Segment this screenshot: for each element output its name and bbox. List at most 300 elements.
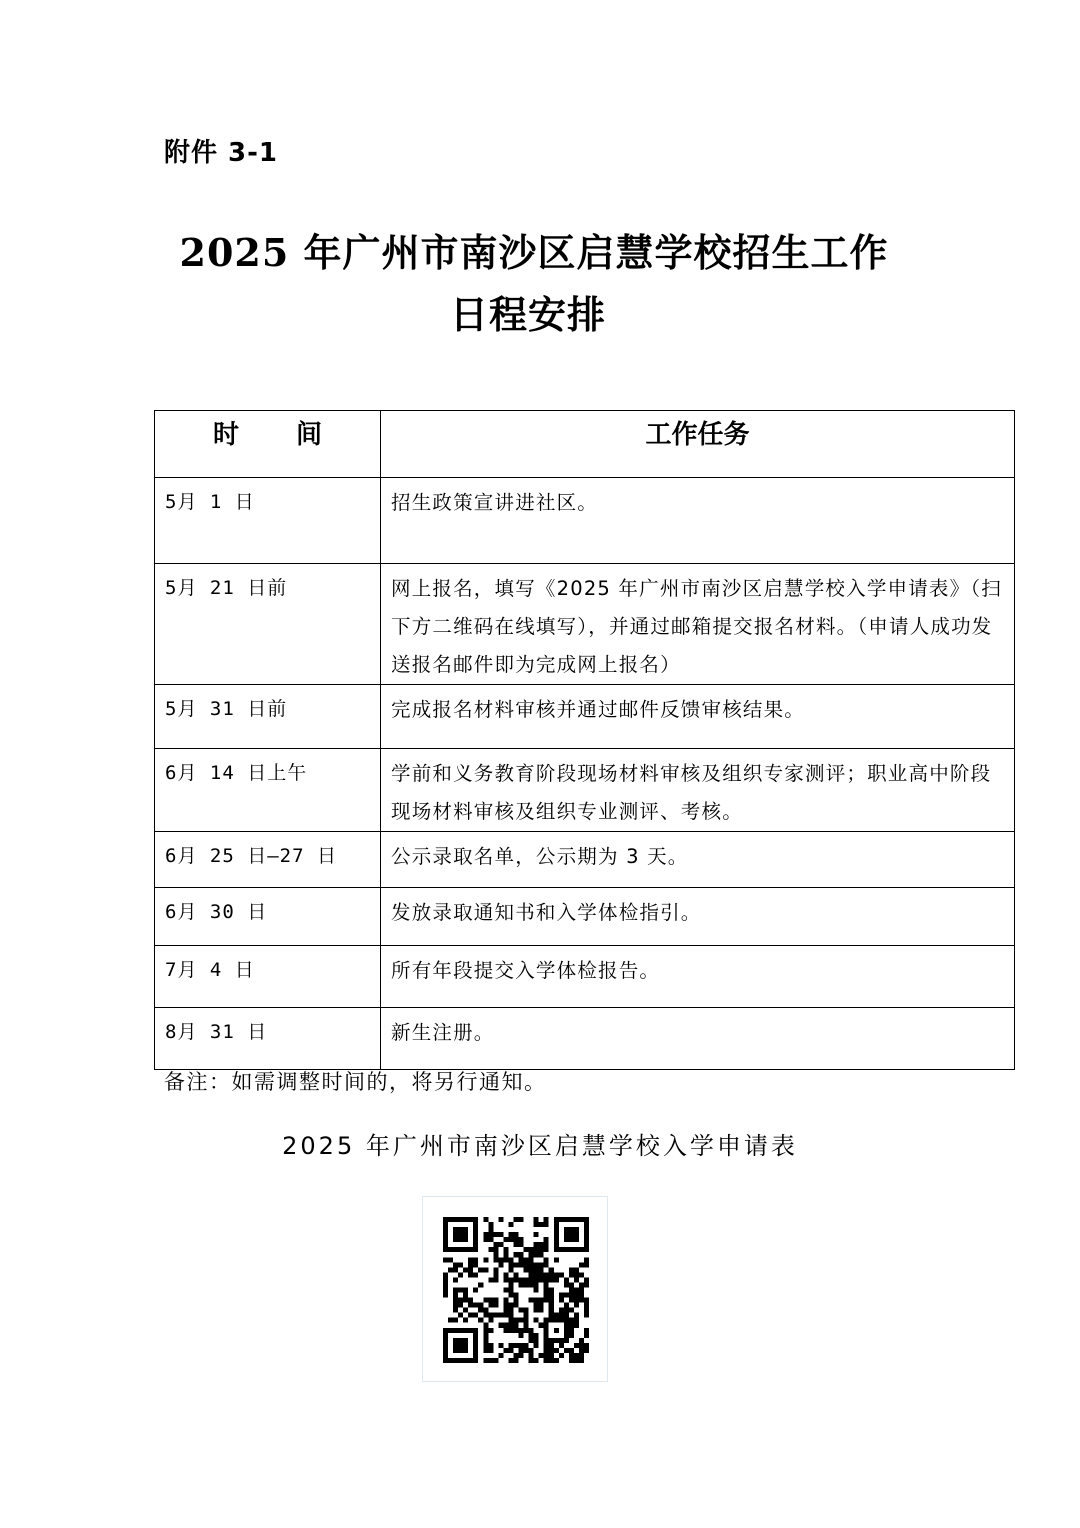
qr-module: [453, 1287, 458, 1292]
qr-module: [458, 1298, 463, 1303]
qr-module: [468, 1328, 473, 1333]
qr-module: [483, 1298, 488, 1303]
qr-module: [524, 1277, 529, 1282]
qr-module: [584, 1247, 589, 1252]
qr-module: [513, 1252, 518, 1257]
qr-module: [534, 1358, 539, 1363]
qr-module: [574, 1232, 579, 1237]
qr-module: [569, 1328, 574, 1333]
qr-module: [488, 1232, 493, 1237]
qr-module: [529, 1358, 534, 1363]
qr-module: [584, 1308, 589, 1313]
qr-module: [453, 1338, 458, 1343]
qr-module: [524, 1343, 529, 1348]
qr-module: [443, 1247, 448, 1252]
qr-module: [498, 1262, 503, 1267]
qr-module: [539, 1242, 544, 1247]
qr-module: [503, 1303, 508, 1308]
qr-module: [549, 1298, 554, 1303]
task-cell: 招生政策宣讲进社区。: [381, 478, 1015, 564]
qr-module: [463, 1298, 468, 1303]
qr-module: [508, 1282, 513, 1287]
qr-module: [554, 1338, 559, 1343]
qr-module: [503, 1313, 508, 1318]
qr-module: [453, 1232, 458, 1237]
table-row: [155, 478, 1015, 564]
qr-module: [473, 1303, 478, 1308]
qr-module: [443, 1232, 448, 1237]
qr-module: [584, 1313, 589, 1318]
qr-module: [529, 1247, 534, 1252]
qr-module: [493, 1298, 498, 1303]
qr-module: [483, 1313, 488, 1318]
qr-module: [549, 1343, 554, 1348]
qr-module: [549, 1287, 554, 1292]
qr-module: [508, 1303, 513, 1308]
qr-module: [443, 1287, 448, 1292]
qr-module: [458, 1328, 463, 1333]
qr-module: [579, 1348, 584, 1353]
qr-module: [544, 1287, 549, 1292]
qr-module: [443, 1338, 448, 1343]
qr-module: [468, 1272, 473, 1277]
qr-module: [498, 1242, 503, 1247]
qr-module: [564, 1227, 569, 1232]
table-row: [155, 749, 1015, 832]
qr-module: [584, 1257, 589, 1262]
qr-module: [503, 1272, 508, 1277]
qr-module: [574, 1227, 579, 1232]
qr-module: [488, 1277, 493, 1282]
qr-module: [453, 1348, 458, 1353]
qr-module: [584, 1232, 589, 1237]
qr-module: [569, 1318, 574, 1323]
qr-module: [564, 1333, 569, 1338]
task-cell: 完成报名材料审核并通过邮件反馈审核结果。: [381, 685, 1015, 749]
qr-module: [513, 1323, 518, 1328]
footnote: 备注：如需调整时间的，将另行通知。: [164, 1070, 547, 1094]
qr-module: [564, 1308, 569, 1313]
qr-caption: 2025 年广州市南沙区启慧学校入学申请表: [282, 1132, 798, 1160]
qr-module: [463, 1237, 468, 1242]
qr-module: [448, 1267, 453, 1272]
qr-module: [513, 1318, 518, 1323]
qr-module: [443, 1282, 448, 1287]
qr-module: [463, 1343, 468, 1348]
qr-module: [508, 1348, 513, 1353]
qr-module: [443, 1227, 448, 1232]
qr-module: [564, 1277, 569, 1282]
qr-module: [579, 1287, 584, 1292]
qr-module: [569, 1247, 574, 1252]
qr-module: [508, 1293, 513, 1298]
qr-module: [539, 1247, 544, 1252]
qr-module: [453, 1217, 458, 1222]
qr-module: [473, 1262, 478, 1267]
qr-module: [503, 1277, 508, 1282]
qr-module: [544, 1353, 549, 1358]
table-row: [155, 888, 1015, 946]
qr-module: [559, 1343, 564, 1348]
qr-module: [468, 1262, 473, 1267]
qr-module: [493, 1257, 498, 1262]
qr-module: [508, 1262, 513, 1267]
time-cell: 5月 21 日前: [155, 564, 381, 685]
task-cell: 发放录取通知书和入学体检指引。: [381, 888, 1015, 946]
qr-module: [463, 1217, 468, 1222]
qr-module: [519, 1328, 524, 1333]
qr-module: [503, 1328, 508, 1333]
qr-module: [574, 1323, 579, 1328]
qr-module: [508, 1287, 513, 1292]
qr-module: [534, 1222, 539, 1227]
qr-module: [529, 1282, 534, 1287]
qr-module: [534, 1298, 539, 1303]
qr-module: [569, 1333, 574, 1338]
qr-module: [498, 1343, 503, 1348]
qr-module: [569, 1232, 574, 1237]
qr-module: [554, 1358, 559, 1363]
qr-module: [448, 1217, 453, 1222]
qr-module: [549, 1293, 554, 1298]
qr-module: [513, 1343, 518, 1348]
qr-module: [524, 1247, 529, 1252]
qr-module: [488, 1303, 493, 1308]
qr-module: [559, 1247, 564, 1252]
qr-module: [493, 1232, 498, 1237]
qr-module: [458, 1338, 463, 1343]
qr-module: [473, 1217, 478, 1222]
qr-module: [584, 1333, 589, 1338]
qr-module: [564, 1247, 569, 1252]
qr-module: [564, 1328, 569, 1333]
qr-module: [549, 1303, 554, 1308]
qr-module: [473, 1313, 478, 1318]
qr-module: [559, 1293, 564, 1298]
qr-module: [519, 1252, 524, 1257]
qr-module: [554, 1232, 559, 1237]
qr-module: [539, 1303, 544, 1308]
qr-module: [574, 1358, 579, 1363]
qr-module: [488, 1348, 493, 1353]
qr-module: [559, 1338, 564, 1343]
qr-module: [529, 1298, 534, 1303]
qr-module: [473, 1328, 478, 1333]
qr-module: [554, 1272, 559, 1277]
qr-module: [473, 1287, 478, 1292]
qr-module: [513, 1298, 518, 1303]
qr-module: [549, 1348, 554, 1353]
qr-module: [498, 1217, 503, 1222]
qr-module: [564, 1293, 569, 1298]
page-subtitle: 日程安排: [449, 292, 606, 337]
qr-module: [458, 1247, 463, 1252]
qr-module: [453, 1343, 458, 1348]
qr-module: [524, 1313, 529, 1318]
qr-module: [574, 1237, 579, 1242]
qr-module: [554, 1217, 559, 1222]
qr-module: [519, 1348, 524, 1353]
qr-module: [549, 1308, 554, 1313]
qr-module: [458, 1237, 463, 1242]
schedule-table: [154, 410, 1015, 1070]
time-cell: 8月 31 日: [155, 1008, 381, 1070]
qr-module: [529, 1328, 534, 1333]
qr-module: [443, 1222, 448, 1227]
qr-module: [544, 1237, 549, 1242]
qr-module: [524, 1267, 529, 1272]
qr-module: [488, 1222, 493, 1227]
qr-module: [554, 1247, 559, 1252]
task-cell: 学前和义务教育阶段现场材料审核及组织专家测评；职业高中阶段现场材料审核及组织专业测评、考核。: [381, 749, 1015, 832]
qr-module: [508, 1232, 513, 1237]
time-cell: 5月 1 日: [155, 478, 381, 564]
qr-module: [463, 1232, 468, 1237]
qr-module: [498, 1313, 503, 1318]
qr-module: [483, 1232, 488, 1237]
qr-module: [574, 1287, 579, 1292]
qr-module: [458, 1313, 463, 1318]
qr-module: [443, 1358, 448, 1363]
qr-module: [503, 1237, 508, 1242]
qr-module: [473, 1272, 478, 1277]
qr-module: [569, 1267, 574, 1272]
qr-module: [564, 1232, 569, 1237]
column-header-task-label: 工作任务: [645, 419, 750, 450]
qr-module: [534, 1318, 539, 1323]
qr-module: [498, 1232, 503, 1237]
qr-module: [559, 1353, 564, 1358]
qr-module: [458, 1262, 463, 1267]
qr-module: [524, 1323, 529, 1328]
qr-module: [574, 1353, 579, 1358]
qr-module: [453, 1262, 458, 1267]
qr-module: [503, 1308, 508, 1313]
qr-module: [569, 1282, 574, 1287]
qr-module: [569, 1323, 574, 1328]
qr-module: [443, 1293, 448, 1298]
table-header-row: [155, 411, 1015, 478]
qr-module: [473, 1353, 478, 1358]
qr-module: [569, 1287, 574, 1292]
qr-module: [448, 1358, 453, 1363]
qr-module: [483, 1358, 488, 1363]
qr-module: [488, 1247, 493, 1252]
qr-module: [524, 1348, 529, 1353]
qr-module: [443, 1343, 448, 1348]
qr-module: [544, 1262, 549, 1267]
qr-module: [519, 1333, 524, 1338]
qr-code-icon: [443, 1217, 589, 1363]
qr-module: [544, 1338, 549, 1343]
qr-module: [574, 1267, 579, 1272]
qr-module: [539, 1323, 544, 1328]
qr-module: [579, 1217, 584, 1222]
qr-module: [483, 1338, 488, 1343]
qr-module: [544, 1272, 549, 1277]
qr-module: [529, 1348, 534, 1353]
qr-module: [529, 1272, 534, 1277]
qr-module: [584, 1328, 589, 1333]
qr-module: [539, 1272, 544, 1277]
qr-module: [473, 1222, 478, 1227]
qr-module: [513, 1272, 518, 1277]
qr-module: [549, 1313, 554, 1318]
qr-module: [524, 1282, 529, 1287]
qr-module: [508, 1358, 513, 1363]
qr-module: [519, 1308, 524, 1313]
qr-module: [554, 1328, 559, 1333]
qr-module: [584, 1262, 589, 1267]
qr-module: [579, 1343, 584, 1348]
attachment-label: 附件 3-1: [164, 138, 279, 168]
qr-module: [503, 1323, 508, 1328]
qr-module: [513, 1293, 518, 1298]
qr-module: [443, 1272, 448, 1277]
qr-module: [463, 1358, 468, 1363]
qr-module: [584, 1303, 589, 1308]
qr-module: [468, 1257, 473, 1262]
qr-module: [579, 1262, 584, 1267]
qr-module: [519, 1217, 524, 1222]
page-title: 2025 年广州市南沙区启慧学校招生工作: [179, 230, 889, 275]
qr-module: [443, 1333, 448, 1338]
qr-module: [539, 1267, 544, 1272]
qr-module: [458, 1272, 463, 1277]
qr-module: [529, 1353, 534, 1358]
qr-module: [519, 1282, 524, 1287]
qr-module: [448, 1328, 453, 1333]
qr-module: [503, 1287, 508, 1292]
qr-module: [544, 1348, 549, 1353]
qr-module: [483, 1343, 488, 1348]
qr-module: [544, 1328, 549, 1333]
qr-module: [473, 1227, 478, 1232]
qr-module: [534, 1277, 539, 1282]
qr-module: [493, 1277, 498, 1282]
qr-module: [488, 1318, 493, 1323]
qr-module: [508, 1343, 513, 1348]
qr-module: [448, 1247, 453, 1252]
qr-module: [483, 1308, 488, 1313]
qr-module: [584, 1242, 589, 1247]
qr-module: [508, 1308, 513, 1313]
qr-module: [574, 1343, 579, 1348]
qr-module: [453, 1358, 458, 1363]
qr-module: [539, 1353, 544, 1358]
qr-module: [529, 1338, 534, 1343]
qr-module: [534, 1338, 539, 1343]
qr-module: [529, 1333, 534, 1338]
qr-module: [508, 1222, 513, 1227]
qr-module: [569, 1298, 574, 1303]
qr-code[interactable]: [422, 1196, 608, 1382]
qr-module: [453, 1303, 458, 1308]
qr-module: [508, 1323, 513, 1328]
qr-module: [503, 1252, 508, 1257]
qr-module: [513, 1237, 518, 1242]
time-cell: 5月 31 日前: [155, 685, 381, 749]
qr-module: [579, 1282, 584, 1287]
qr-module: [534, 1308, 539, 1313]
qr-module: [524, 1318, 529, 1323]
qr-module: [463, 1318, 468, 1323]
qr-module: [493, 1272, 498, 1277]
qr-module: [508, 1328, 513, 1333]
qr-module: [524, 1257, 529, 1262]
qr-module: [559, 1217, 564, 1222]
qr-module: [488, 1237, 493, 1242]
qr-module: [488, 1227, 493, 1232]
qr-module: [569, 1237, 574, 1242]
qr-module: [534, 1242, 539, 1247]
qr-module: [443, 1242, 448, 1247]
qr-module: [488, 1358, 493, 1363]
qr-module: [468, 1358, 473, 1363]
qr-module: [544, 1222, 549, 1227]
qr-module: [463, 1338, 468, 1343]
qr-module: [503, 1257, 508, 1262]
qr-module: [473, 1338, 478, 1343]
qr-module: [554, 1242, 559, 1247]
qr-module: [564, 1318, 569, 1323]
qr-module: [488, 1328, 493, 1333]
qr-module: [513, 1232, 518, 1237]
qr-module: [473, 1237, 478, 1242]
qr-module: [503, 1298, 508, 1303]
qr-module: [508, 1267, 513, 1272]
qr-module: [443, 1353, 448, 1358]
qr-module: [569, 1358, 574, 1363]
qr-module: [498, 1323, 503, 1328]
qr-module: [569, 1272, 574, 1277]
qr-module: [534, 1282, 539, 1287]
qr-module: [453, 1298, 458, 1303]
qr-module: [539, 1298, 544, 1303]
qr-module: [554, 1277, 559, 1282]
table-row: [155, 832, 1015, 888]
qr-module: [544, 1293, 549, 1298]
qr-module: [443, 1348, 448, 1353]
qr-module: [458, 1343, 463, 1348]
qr-module: [524, 1308, 529, 1313]
qr-module: [508, 1318, 513, 1323]
qr-module: [564, 1282, 569, 1287]
qr-module: [564, 1303, 569, 1308]
qr-module: [549, 1358, 554, 1363]
qr-module: [549, 1277, 554, 1282]
qr-module: [534, 1267, 539, 1272]
qr-module: [513, 1277, 518, 1282]
qr-module: [544, 1247, 549, 1252]
qr-module: [443, 1237, 448, 1242]
qr-module: [468, 1267, 473, 1272]
qr-module: [544, 1217, 549, 1222]
qr-module: [554, 1313, 559, 1318]
qr-module: [574, 1293, 579, 1298]
qr-module: [463, 1308, 468, 1313]
qr-module: [463, 1267, 468, 1272]
table-row: [155, 946, 1015, 1008]
qr-module: [443, 1257, 448, 1262]
qr-module: [483, 1348, 488, 1353]
qr-module: [529, 1262, 534, 1267]
qr-module: [539, 1262, 544, 1267]
qr-module: [554, 1348, 559, 1353]
qr-module: [574, 1217, 579, 1222]
qr-module: [529, 1277, 534, 1282]
qr-module: [513, 1358, 518, 1363]
